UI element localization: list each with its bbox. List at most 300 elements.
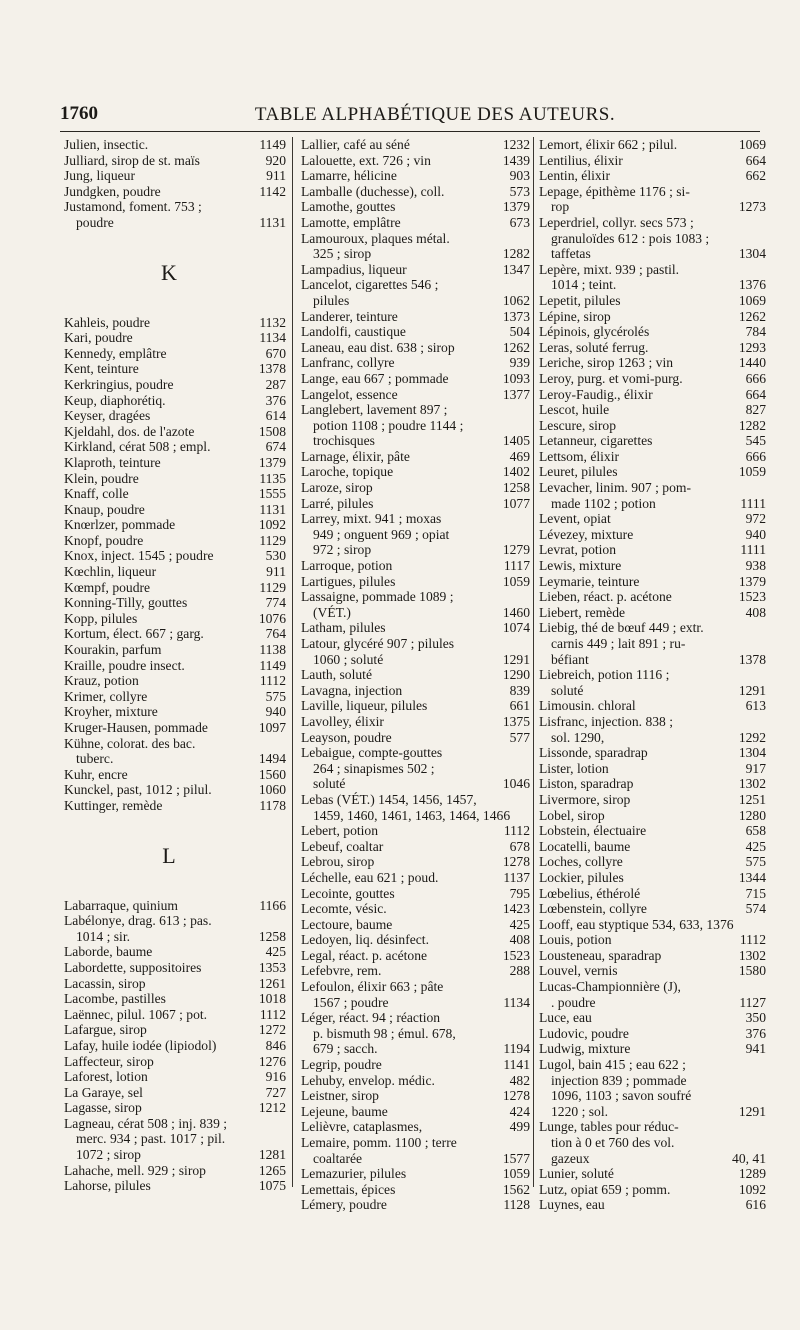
entry-text: Livermore, sirop: [539, 791, 631, 807]
index-entry: [539, 589, 766, 605]
entry-page-ref: 1282: [738, 417, 766, 433]
index-entry-continuation: [301, 527, 530, 543]
entry-page-ref: 1092: [258, 517, 286, 533]
index-entry: [64, 626, 286, 642]
entry-page-ref: 616: [745, 1197, 766, 1213]
entry-text: Lamballe (duchesse), coll.: [301, 183, 445, 199]
entry-page-ref: 1376: [738, 277, 766, 293]
entry-page-ref: 504: [509, 324, 530, 340]
index-entry: [64, 704, 286, 720]
index-entry: [539, 433, 766, 449]
entry-text: 1072 ; sirop: [76, 1147, 141, 1163]
entry-text: Lanfranc, collyre: [301, 355, 395, 371]
entry-text: Lousteneau, sparadrap: [539, 947, 662, 963]
entry-page-ref: 715: [745, 885, 766, 901]
entry-text: Labordette, suppositoires: [64, 959, 202, 975]
index-entry-continuation: [539, 199, 766, 215]
entry-text: tion à 0 et 760 des vol.: [551, 1135, 675, 1150]
entry-text: Krimer, collyre: [64, 688, 148, 704]
entry-text: Lemazurier, pilules: [301, 1166, 407, 1182]
index-entry: [539, 355, 766, 371]
entry-text: Larrey, mixt. 941 ; moxas: [301, 511, 442, 527]
entry-text: Lemaire, pomm. 1100 ; terre: [301, 1135, 457, 1150]
entry-text: Kraille, poudre insect.: [64, 657, 185, 673]
index-column-2: [301, 137, 530, 1213]
index-entry: [301, 963, 530, 979]
entry-text: Kahleis, poudre: [64, 314, 151, 330]
entry-text: Liston, sparadrap: [539, 776, 634, 792]
index-entry-continuation: [539, 730, 766, 746]
index-entry: [64, 960, 286, 976]
entry-text: Lepère, mixt. 939 ; pastil.: [539, 261, 680, 277]
entry-page-ref: 1112: [503, 823, 530, 839]
index-entry: [64, 361, 286, 377]
entry-text: taffetas: [551, 246, 591, 262]
entry-page-ref: 1375: [502, 713, 530, 729]
index-entry: [64, 798, 286, 814]
index-entry: [301, 402, 530, 418]
entry-page-ref: 1075: [258, 1178, 286, 1194]
entry-text: Léchelle, eau 621 ; poud.: [301, 869, 439, 885]
entry-text: Lebaigue, compte-gouttes: [301, 745, 443, 761]
entry-text: Kourakin, parfum: [64, 642, 162, 658]
entry-text: Lœbelius, éthérolé: [539, 885, 641, 901]
entry-text: Lepage, épithème 1176 ; si-: [539, 183, 690, 199]
entry-page-ref: 727: [265, 1084, 286, 1100]
entry-text: soluté: [313, 776, 346, 792]
index-entry: [539, 402, 766, 418]
index-entry-continuation: [301, 776, 530, 792]
entry-page-ref: 1251: [738, 791, 766, 807]
entry-text: Leroy-Faudig., élixir: [539, 386, 653, 402]
entry-page-ref: 911: [266, 168, 286, 184]
section-spacer: [64, 880, 286, 898]
entry-text: Liebert, remède: [539, 604, 626, 620]
index-entry: [539, 340, 766, 356]
entry-page-ref: 1281: [258, 1147, 286, 1163]
entry-text: Lissonde, sparadrap: [539, 745, 648, 761]
entry-text: Lassaigne, pommade 1089 ;: [301, 589, 454, 605]
entry-text: Léger, réact. 94 ; réaction: [301, 1010, 441, 1026]
entry-page-ref: 408: [509, 932, 530, 948]
index-entry: [539, 449, 766, 465]
entry-text: Kruger-Hausen, pommade: [64, 720, 208, 735]
entry-page-ref: 795: [509, 885, 530, 901]
entry-text: Limousin. chloral: [539, 698, 636, 714]
entry-page-ref: 1304: [738, 745, 766, 761]
entry-page-ref: 1111: [740, 542, 766, 558]
entry-page-ref: 1129: [259, 532, 286, 548]
entry-page-ref: 1290: [502, 667, 530, 683]
entry-page-ref: 1059: [502, 573, 530, 589]
entry-page-ref: 846: [265, 1037, 286, 1053]
index-entry: [539, 808, 766, 824]
entry-page-ref: 1212: [258, 1100, 286, 1116]
entry-page-ref: 1273: [738, 199, 766, 215]
entry-text: Ludwig, mixture: [539, 1041, 631, 1057]
entry-page-ref: 287: [265, 376, 286, 392]
index-entry: [301, 1057, 530, 1073]
index-entry-continuation: [301, 542, 530, 558]
entry-page-ref: 1178: [259, 797, 286, 813]
entry-page-ref: 1137: [503, 869, 530, 885]
entry-text: Laforest, lotion: [64, 1069, 148, 1085]
entry-text: Krauz, potion: [64, 673, 139, 689]
section-letter: K: [161, 259, 177, 285]
index-entry: [301, 1010, 530, 1026]
entry-page-ref: 661: [509, 698, 530, 714]
entry-page-ref: 1291: [502, 651, 530, 667]
index-entry: [301, 1166, 530, 1182]
index-entry: [539, 823, 766, 839]
column-divider: [292, 137, 293, 1187]
index-entry: [64, 991, 286, 1007]
index-entry: [539, 1057, 766, 1073]
entry-text: 1096, 1103 ; savon soufré: [551, 1088, 692, 1104]
entry-page-ref: 1423: [502, 901, 530, 917]
entry-page-ref: 678: [509, 838, 530, 854]
index-entry: [301, 854, 530, 870]
entry-text: béfiant: [551, 651, 589, 667]
entry-text: Lauth, soluté: [301, 667, 372, 683]
index-entry: [64, 168, 286, 184]
index-entry: [64, 782, 286, 798]
entry-text: Lisfranc, injection. 838 ;: [539, 713, 674, 729]
index-entry: [64, 1069, 286, 1085]
index-entry-continuation: [539, 683, 766, 699]
entry-page-ref: 1059: [502, 1166, 530, 1182]
entry-page-ref: 425: [745, 838, 766, 854]
entry-text: Kœchlin, liqueur: [64, 564, 157, 580]
entry-text: 1014 ; teint.: [551, 277, 617, 293]
entry-page-ref: 1377: [502, 386, 530, 402]
entry-text: Lamotte, emplâtre: [301, 214, 401, 230]
entry-page-ref: 1302: [738, 776, 766, 792]
entry-page-ref: 911: [266, 564, 286, 580]
index-entry: [301, 215, 530, 231]
entry-page-ref: 1069: [738, 292, 766, 308]
index-entry: [539, 932, 766, 948]
entry-text: 1014 ; sir.: [76, 928, 131, 944]
entry-text: Lewis, mixture: [539, 558, 622, 574]
entry-text: granuloïdes 612 : pois 1083 ;: [551, 230, 710, 246]
index-entry: [64, 689, 286, 705]
entry-page-ref: 1379: [258, 454, 286, 470]
page-number: 1760: [60, 103, 98, 124]
entry-text: Leperdriel, collyr. secs 573 ;: [539, 214, 694, 230]
entry-text: Lister, lotion: [539, 760, 609, 776]
entry-text: 1567 ; poudre: [313, 994, 389, 1010]
entry-text: Kroyher, mixture: [64, 704, 158, 720]
index-entry: [539, 886, 766, 902]
entry-page-ref: 575: [745, 854, 766, 870]
entry-text: p. bismuth 98 ; émul. 678,: [313, 1025, 456, 1041]
index-entry: [301, 309, 530, 325]
entry-page-ref: 1302: [738, 947, 766, 963]
entry-text: Lagasse, sirop: [64, 1100, 142, 1116]
entry-page-ref: 662: [745, 168, 766, 184]
entry-text: Laborde, baume: [64, 944, 153, 960]
index-entry: [539, 839, 766, 855]
entry-page-ref: 575: [265, 688, 286, 704]
entry-page-ref: 1262: [502, 339, 530, 355]
entry-text: Leayson, poudre: [301, 729, 392, 745]
entry-text: (VÉT.): [313, 604, 351, 620]
entry-text: Jung, liqueur: [64, 168, 135, 184]
entry-page-ref: 1135: [259, 470, 286, 486]
entry-text: potion 1108 ; poudre 1144 ;: [313, 417, 464, 433]
index-entry: [539, 870, 766, 886]
entry-page-ref: 1131: [259, 214, 286, 230]
index-entry: [64, 642, 286, 658]
index-entry: [301, 792, 530, 808]
index-entry: [64, 315, 286, 331]
entry-text: Lefoulon, élixir 663 ; pâte: [301, 979, 444, 995]
entry-text: Knaup, poudre: [64, 501, 145, 517]
entry-text: Lacassin, sirop: [64, 975, 146, 991]
section-spacer: [64, 297, 286, 315]
entry-text: 1060 ; soluté: [313, 651, 384, 667]
index-entry: [301, 870, 530, 886]
entry-text: merc. 934 ; past. 1017 ; pil.: [76, 1131, 226, 1147]
entry-text: Leuret, pilules: [539, 464, 618, 480]
index-entry-continuation: [301, 433, 530, 449]
entry-page-ref: 939: [509, 355, 530, 371]
entry-page-ref: 1138: [259, 642, 286, 658]
entry-text: Legrip, poudre: [301, 1057, 382, 1073]
entry-page-ref: 1149: [259, 657, 286, 673]
entry-page-ref: 1278: [502, 854, 530, 870]
index-entry: [539, 1166, 766, 1182]
entry-text: Lecointe, gouttes: [301, 885, 395, 901]
entry-page-ref: 1402: [502, 464, 530, 480]
entry-page-ref: 664: [745, 152, 766, 168]
entry-text: . poudre: [551, 994, 596, 1010]
index-entry: [64, 595, 286, 611]
entry-text: Lartigues, pilules: [301, 573, 396, 589]
index-entry-continuation: [64, 1131, 286, 1147]
index-entry: [539, 387, 766, 403]
entry-text: Lobel, sirop: [539, 807, 605, 823]
entry-page-ref: 941: [745, 1041, 766, 1057]
index-entry: [64, 502, 286, 518]
index-entry: [539, 1197, 766, 1213]
index-entry: [539, 761, 766, 777]
entry-text: Justamond, foment. 753 ;: [64, 199, 202, 215]
index-entry: [539, 511, 766, 527]
entry-text: Lectoure, baume: [301, 916, 393, 932]
index-entry-continuation: [301, 761, 530, 777]
entry-page-ref: 674: [265, 439, 286, 455]
index-entry: [539, 1119, 766, 1135]
entry-page-ref: 1046: [502, 776, 530, 792]
index-entry: [539, 698, 766, 714]
index-entry: [539, 153, 766, 169]
entry-page-ref: 670: [265, 345, 286, 361]
index-entry: [301, 636, 530, 652]
index-entry: [64, 1085, 286, 1101]
entry-page-ref: 1261: [258, 975, 286, 991]
index-entry: [301, 137, 530, 153]
index-entry: [539, 1010, 766, 1026]
entry-page-ref: 574: [745, 901, 766, 917]
index-entry: [64, 471, 286, 487]
index-entry: [64, 486, 286, 502]
index-entry-continuation: [539, 1088, 766, 1104]
entry-page-ref: 916: [265, 1069, 286, 1085]
index-entry: [539, 558, 766, 574]
entry-text: Jundgken, poudre: [64, 183, 161, 199]
entry-text: Lamarre, hélicine: [301, 168, 397, 184]
entry-page-ref: 376: [745, 1025, 766, 1041]
entry-text: Kopp, pilules: [64, 610, 138, 626]
index-entry: [64, 944, 286, 960]
entry-page-ref: 1097: [258, 720, 286, 735]
entry-text: Lehuby, envelop. médic.: [301, 1072, 435, 1088]
entry-page-ref: 1258: [502, 480, 530, 496]
header-rule: [60, 131, 760, 132]
entry-text: Kari, poudre: [64, 330, 133, 346]
entry-text: Legal, réact. p. acétone: [301, 947, 428, 963]
entry-text: Langelot, essence: [301, 386, 398, 402]
index-entry-continuation: [64, 1147, 286, 1163]
entry-text: Kjeldahl, dos. de l'azote: [64, 423, 195, 439]
entry-text: poudre: [76, 214, 114, 230]
entry-text: Lucas-Championnière (J),: [539, 979, 681, 995]
entry-text: Labélonye, drag. 613 ; pas.: [64, 913, 212, 929]
entry-text: sol. 1290,: [551, 729, 605, 745]
entry-page-ref: 1059: [738, 464, 766, 480]
index-entry: [301, 355, 530, 371]
index-entry: [301, 1073, 530, 1089]
entry-page-ref: 673: [509, 214, 530, 230]
entry-text: Kuttinger, remède: [64, 797, 163, 813]
entry-text: Laënnec, pilul. 1067 ; pot.: [64, 1006, 208, 1022]
index-entry: [301, 1182, 530, 1198]
entry-page-ref: 1555: [258, 486, 286, 502]
entry-page-ref: 1272: [258, 1022, 286, 1038]
entry-text: Knœrlzer, pommade: [64, 517, 176, 533]
index-entry: [64, 1163, 286, 1179]
entry-page-ref: 1142: [259, 183, 286, 199]
entry-text: Kennedy, emplâtre: [64, 345, 167, 361]
index-entry: [64, 393, 286, 409]
entry-page-ref: 920: [265, 152, 286, 168]
entry-text: Labarraque, quinium: [64, 897, 178, 913]
entry-text: Lémery, poudre: [301, 1197, 387, 1213]
index-entry: [301, 698, 530, 714]
entry-text: Lefebvre, rem.: [301, 963, 382, 979]
index-entry: [64, 720, 286, 736]
entry-page-ref: 1149: [259, 137, 286, 152]
index-entry: [539, 464, 766, 480]
entry-page-ref: 1134: [503, 994, 530, 1010]
entry-page-ref: 1018: [258, 991, 286, 1007]
entry-page-ref: 424: [509, 1103, 530, 1119]
entry-text: rop: [551, 199, 570, 215]
index-entry: [64, 377, 286, 393]
index-entry: [539, 745, 766, 761]
entry-text: Lettsom, élixir: [539, 448, 620, 464]
index-entry: [64, 1038, 286, 1054]
index-entry-continuation: [539, 1135, 766, 1151]
entry-text: Kirkland, cérat 508 ; empl.: [64, 439, 211, 455]
index-entry-continuation: [64, 215, 286, 231]
entry-text: 679 ; sacch.: [313, 1041, 378, 1057]
entry-text: Levent, opiat: [539, 511, 611, 527]
entry-page-ref: 1347: [502, 261, 530, 277]
entry-text: Lunier, soluté: [539, 1166, 614, 1182]
entry-text: 1220 ; sol.: [551, 1103, 609, 1119]
index-entry: [301, 574, 530, 590]
index-entry: [301, 262, 530, 278]
index-entry-continuation: [301, 605, 530, 621]
entry-page-ref: 1112: [259, 673, 286, 689]
index-entry: [301, 277, 530, 293]
entry-page-ref: 784: [745, 324, 766, 340]
index-entry: [64, 517, 286, 533]
entry-text: Levrat, potion: [539, 542, 617, 558]
entry-page-ref: 1132: [259, 314, 286, 330]
index-entry: [64, 330, 286, 346]
entry-page-ref: 1282: [502, 246, 530, 262]
entry-page-ref: 1560: [258, 766, 286, 782]
entry-text: gazeux: [551, 1150, 590, 1166]
index-entry: [539, 605, 766, 621]
entry-page-ref: 1291: [738, 682, 766, 698]
entry-page-ref: 839: [509, 682, 530, 698]
entry-text: Lahorse, pilules: [64, 1178, 151, 1194]
entry-text: Leras, soluté ferrug.: [539, 339, 649, 355]
entry-text: carnis 449 ; lait 891 ; ru-: [551, 636, 686, 651]
index-entry: [539, 1041, 766, 1057]
index-entry: [539, 527, 766, 543]
entry-page-ref: 1304: [738, 246, 766, 262]
entry-text: Julien, insectic.: [64, 137, 149, 152]
entry-text: Lavagna, injection: [301, 682, 403, 698]
index-entry: [64, 199, 286, 215]
entry-text: Luce, eau: [539, 1010, 592, 1026]
entry-text: Laneau, eau dist. 638 ; sirop: [301, 339, 455, 355]
index-entry: [539, 792, 766, 808]
entry-page-ref: 1440: [738, 355, 766, 371]
index-entry: [64, 1100, 286, 1116]
section-letter: L: [162, 842, 176, 868]
entry-text: Lepetit, pilules: [539, 292, 621, 308]
index-entry: [64, 184, 286, 200]
index-entry: [64, 913, 286, 929]
index-entry: [301, 1197, 530, 1213]
entry-text: Kerkringius, poudre: [64, 376, 174, 392]
column-divider: [533, 137, 534, 1187]
index-entry-continuation: [301, 246, 530, 262]
entry-text: Latham, pilules: [301, 620, 386, 636]
entry-text: Lépinois, glycérolés: [539, 324, 650, 340]
entry-page-ref: 1577: [502, 1150, 530, 1166]
entry-page-ref: 425: [509, 916, 530, 932]
entry-page-ref: 666: [745, 448, 766, 464]
entry-page-ref: 288: [509, 963, 530, 979]
index-entry: [301, 496, 530, 512]
index-entry: [64, 455, 286, 471]
entry-text: Julliard, sirop de st. maïs: [64, 152, 200, 168]
entry-text: Loches, collyre: [539, 854, 623, 870]
entry-text: Ludovic, poudre: [539, 1025, 629, 1041]
index-entry: [539, 901, 766, 917]
entry-text: Lebrou, sirop: [301, 854, 375, 870]
entry-text: Kortum, élect. 667 ; garg.: [64, 626, 204, 642]
entry-page-ref: 1258: [258, 928, 286, 944]
